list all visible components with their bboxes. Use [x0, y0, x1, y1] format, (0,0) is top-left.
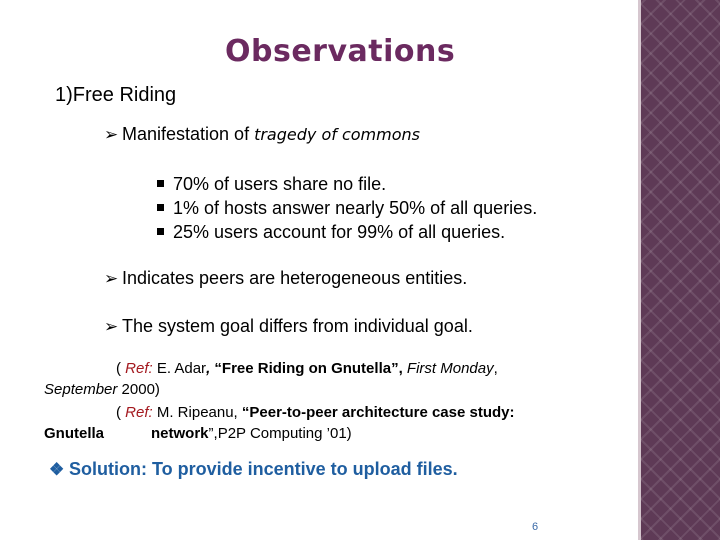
square-bullet-icon [157, 204, 164, 211]
ref-authors: E. Adar [152, 360, 207, 377]
bullet-text: 25% users account for 99% of all queries. [173, 222, 506, 242]
section-heading: 1)Free Riding [55, 84, 177, 106]
arrow-bullet-icon: ➢ [104, 317, 119, 336]
reference-1-line2: September 2000) [44, 381, 160, 398]
ref-paper-title: “Free Riding on Gnutella”, [210, 360, 403, 377]
ref-label: Ref: [125, 404, 153, 421]
diamond-bullet-icon: ❖ [49, 460, 65, 479]
ref-paper-title: “Peer-to-peer architecture case study: [241, 404, 515, 421]
point-system-goal-text: The system goal differs from individual goal. [122, 316, 473, 336]
reference-1-line1: ( Ref: E. Adar, “Free Riding on Gnutella”, First Monday, [116, 360, 498, 377]
reference-2-line1: ( Ref: M. Ripeanu, “Peer-to-peer architecture case study: [116, 404, 515, 421]
slide-title: Observations [225, 34, 456, 69]
bullet-item [157, 222, 505, 243]
solution-line [49, 459, 458, 480]
point-heterogeneous [104, 268, 467, 289]
point-manifestation [104, 124, 420, 145]
bullet-text: 1% of hosts answer nearly 50% of all queries. [173, 198, 538, 218]
ref-label: Ref: [125, 360, 153, 377]
point-system-goal [104, 316, 473, 337]
solution-text: Solution: To provide incentive to upload files. [69, 459, 458, 479]
bullet-item [157, 198, 537, 219]
bullet-item [157, 174, 386, 195]
ref-authors: M. Ripeanu, [152, 404, 242, 421]
point-manifestation-text: Manifestation of [122, 124, 255, 144]
arrow-bullet-icon: ➢ [104, 125, 119, 144]
decorative-sidebar [641, 0, 720, 540]
square-bullet-icon [157, 180, 164, 187]
tragedy-of-commons: tragedy of commons [254, 125, 420, 144]
bullet-text: 70% of users share no file. [173, 174, 387, 194]
arrow-bullet-icon: ➢ [104, 269, 119, 288]
point-heterogeneous-text: Indicates peers are heterogeneous entities. [122, 268, 468, 288]
ref-journal: First Monday [402, 360, 494, 377]
square-bullet-icon [157, 228, 164, 235]
reference-2-line2: Gnutella network”,P2P Computing ’01) [44, 425, 352, 442]
page-number: 6 [532, 521, 539, 533]
